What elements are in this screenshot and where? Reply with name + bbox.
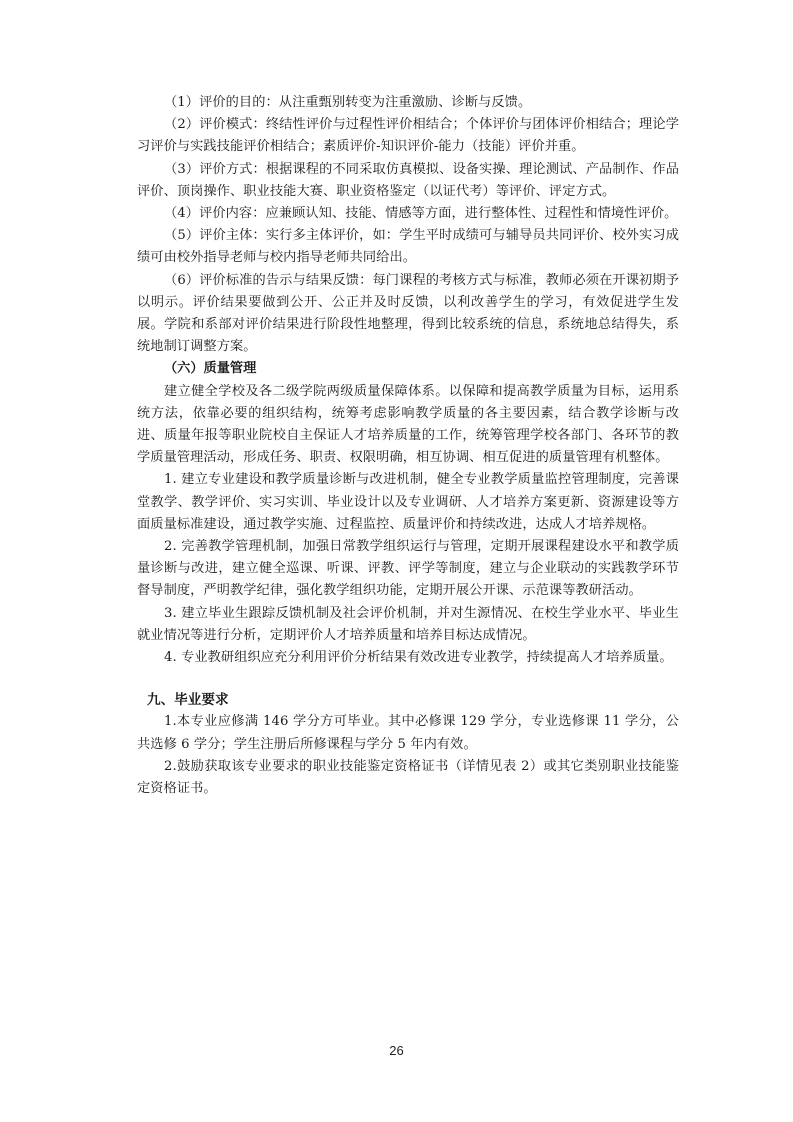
eval-subject-paragraph: （5）评价主体：实行多主体评价，如：学生平时成绩可与辅导员共同评价、校外实习成绩可由校外指导老师与校内指导老师共同给出。 (137, 228, 679, 266)
graduation-item-1: 1.本专业应修满 146 学分方可毕业。其中必修课 129 学分，专业选修课 11 学分，公共选修 6 学分；学生注册后所修课程与学分 5 年内有效。 (137, 714, 679, 752)
quality-item-4: 4. 专业教研组织应充分利用评价分析结果有效改进专业教学，持续提高人才培养质量。 (164, 650, 673, 666)
eval-purpose-paragraph: （1）评价的目的：从注重甄别转变为注重激励、诊断与反馈。 (164, 95, 532, 110)
quality-item-3: 3. 建立毕业生跟踪反馈机制及社会评价机制，并对生源情况、在校生学业水平、毕业生就业情况等进行分析，定期评价人才培养质量和培养目标达成情况。 (137, 605, 679, 643)
quality-item-1: 1. 建立专业建设和教学质量诊断与改进机制，健全专业教学质量监控管理制度，完善课堂教学、教学评价、实习实训、毕业设计以及专业调研、人才培养方案更新、资源建设等方面质量标准建设，通过教学实施、过程监控、质量评价和持续改进，达成人才培养规格。 (137, 472, 679, 532)
eval-content-paragraph: （4）评价内容：应兼顾认知、技能、情感等方面，进行整体性、过程性和情境性评价。 (164, 206, 678, 222)
eval-mode-paragraph: （2）评价模式：终结性评价与过程性评价相结合；个体评价与团体评价相结合；理论学习评价与实践技能评价相结合；素质评价-知识评价-能力（技能）评价并重。 (137, 117, 679, 155)
graduation-item-2: 2.鼓励获取该专业要求的职业技能鉴定资格证书（详情见表 2）或其它类别职业技能鉴定资格证书。 (137, 758, 679, 797)
quality-management-heading: （六）质量管理 (164, 361, 257, 377)
quality-intro-paragraph: 建立健全学校及各二级学院两级质量保障体系。以保障和提高教学质量为目标，运用系统方法，依靠必要的组织结构，统筹考虑影响教学质量的各主要因素，结合教学诊断与改进、质量年报等职业院校自主保证人才培养质量的工作，统筹管理学校各部门、各环节的教学质量管理活动，形成任务、职责、权限明确，相互协调、相互促进的质量管理有机整体。 (137, 383, 679, 466)
quality-item-2: 2. 完善教学管理机制，加强日常教学组织运行与管理，定期开展课程建设水平和教学质量诊断与改进，建立健全巡课、听课、评教、评学等制度，建立与企业联动的实践教学环节督导制度，严明教学纪律，强化教学组织功能，定期开展公开课、示范课等教研活动。 (137, 539, 679, 599)
graduation-requirements-heading: 九、毕业要求 (147, 692, 229, 709)
eval-method-paragraph: （3）评价方式：根据课程的不同采取仿真模拟、设备实操、理论测试、产品制作、作品评价、顶岗操作、职业技能大赛、职业资格鉴定（以证代考）等评价、评定方式。 (137, 161, 679, 199)
eval-standard-paragraph: （6）评价标准的告示与结果反馈：每门课程的考核方式与标准，教师必须在开课初期予以明示。评价结果要做到公开、公正并及时反馈，以利改善学生的学习，有效促进学生发展。学院和系部对评价结果进行阶段性地整理，得到比较系统的信息，系统地总结得失，系统地制订调整方案。 (137, 272, 679, 355)
page-content (137, 92, 679, 800)
page-number: 26 (389, 1043, 404, 1058)
